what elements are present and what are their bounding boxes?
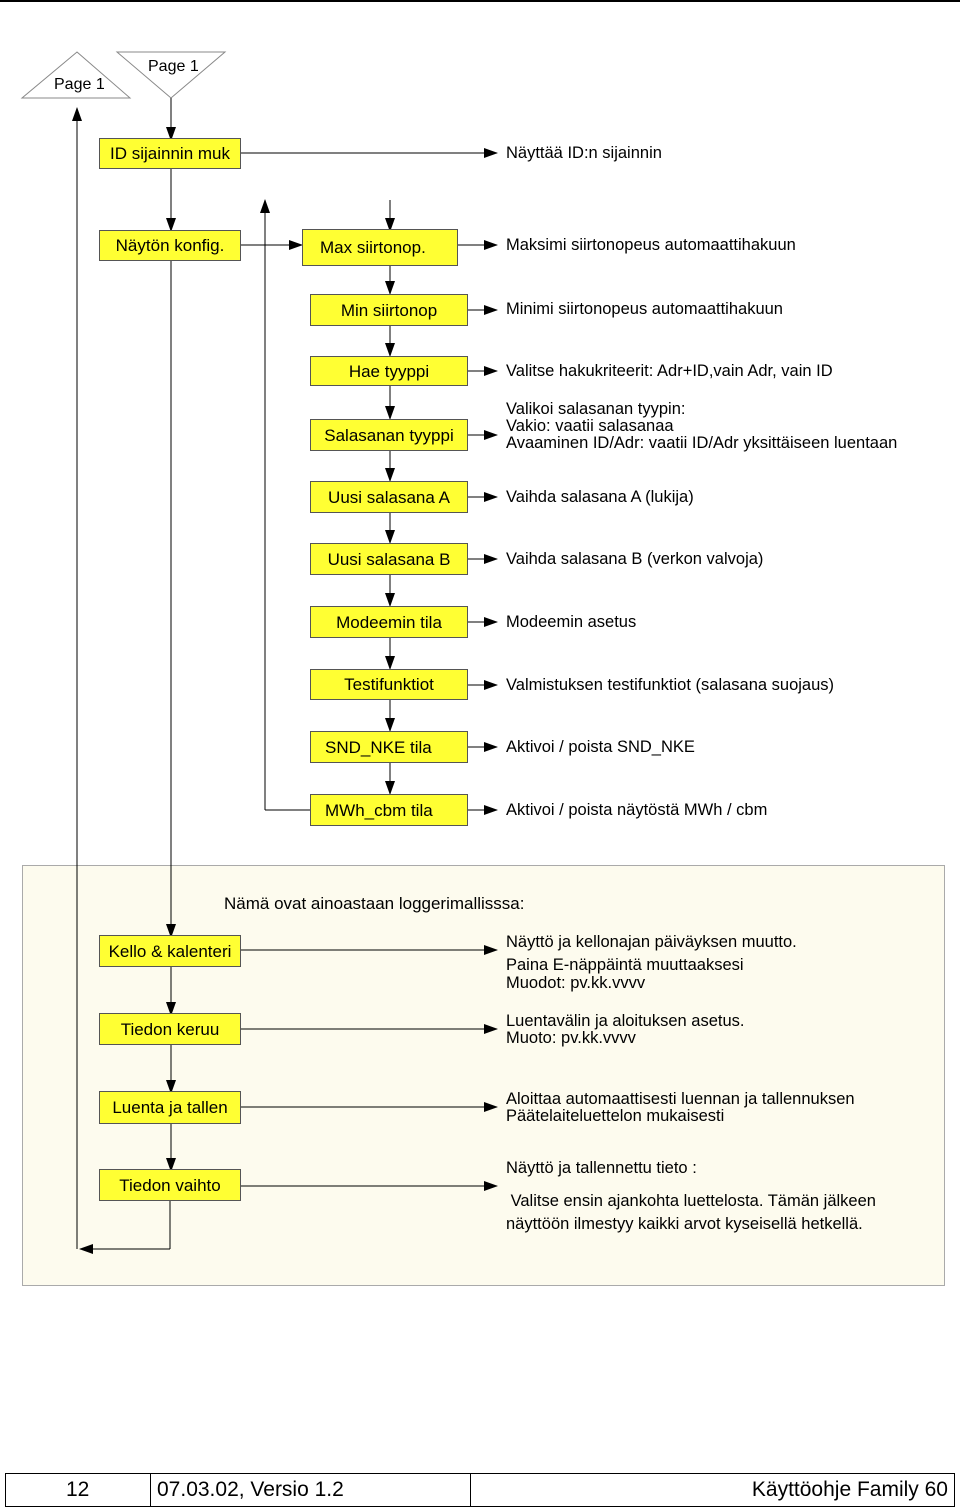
desc-kello-kalenteri-line1: Näyttö ja kellonajan päiväyksen muutto.: [506, 933, 797, 951]
page-ref-right-label: Page 1: [148, 58, 199, 75]
desc-luenta-tallen-line2: Päätelaiteluettelon mukaisesti: [506, 1107, 725, 1125]
menu-box-modeemin-tila: Modeemin tila: [310, 606, 468, 638]
desc-tiedon-keruu-line1: Luentavälin ja aloituksen asetus.: [506, 1012, 745, 1030]
footer-manual-title: Käyttöohje Family 60: [751, 1478, 948, 1501]
menu-box-naytin-konfig: Näytön konfig.: [99, 230, 241, 261]
desc-hae-tyyppi: Valitse hakukriteerit: Adr+ID,vain Adr, vain ID: [506, 362, 833, 380]
menu-box-tiedon-keruu: Tiedon keruu: [99, 1013, 241, 1045]
desc-tiedon-keruu-line2: Muoto: pv.kk.vvvv: [506, 1029, 636, 1047]
menu-box-luenta-tallen: Luenta ja tallen: [99, 1091, 241, 1124]
desc-modeemin-tila: Modeemin asetus: [506, 613, 637, 631]
desc-min-siirtonop: Minimi siirtonopeus automaattihakuun: [506, 300, 783, 318]
menu-box-kello-kalenteri: Kello & kalenteri: [99, 935, 241, 967]
menu-box-hae-tyyppi: Hae tyyppi: [310, 356, 468, 386]
desc-salasanan-tyyppi-line1: Valikoi salasanan tyypin:: [506, 400, 686, 418]
desc-snd-nke-tila: Aktivoi / poista SND_NKE: [506, 738, 695, 756]
menu-box-uusi-salasana-a: Uusi salasana A: [310, 481, 468, 513]
footer-page-number: 12: [6, 1474, 151, 1506]
desc-uusi-salasana-b: Vaihda salasana B (verkon valvoja): [506, 550, 764, 568]
desc-luenta-tallen-line1: Aloittaa automaattisesti luennan ja tallennuksen: [506, 1090, 855, 1108]
menu-box-testifunktiot: Testifunktiot: [310, 669, 468, 700]
desc-tiedon-vaihto-line3: näyttöön ilmestyy kaikki arvot kyseisellä hetkellä.: [506, 1215, 863, 1233]
menu-box-salasanan-tyyppi: Salasanan tyyppi: [310, 419, 468, 451]
menu-box-max-siirtonop: Max siirtonop.: [302, 229, 458, 266]
desc-mwh-cbm-tila: Aktivoi / poista näytöstä MWh / cbm: [506, 801, 768, 819]
desc-tiedon-vaihto-line2: Valitse ensin ajankohta luettelosta. Tämän jälkeen: [506, 1192, 876, 1210]
menu-box-snd-nke-tila: SND_NKE tila: [310, 731, 468, 763]
menu-box-mwh-cbm-tila: MWh_cbm tila: [310, 794, 468, 826]
footer-date-version: 07.03.02, Versio 1.2: [151, 1474, 471, 1506]
menu-box-uusi-salasana-b: Uusi salasana B: [310, 543, 468, 575]
page-ref-left-label: Page 1: [54, 76, 105, 93]
desc-salasanan-tyyppi-line2: Vakio: vaatii salasanaa: [506, 417, 674, 435]
menu-box-min-siirtonop: Min siirtonop: [310, 294, 468, 326]
desc-tiedon-vaihto-line1: Näyttö ja tallennettu tieto :: [506, 1159, 697, 1177]
page-footer: [5, 1473, 955, 1507]
desc-testifunktiot: Valmistuksen testifunktiot (salasana suojaus): [506, 676, 835, 694]
menu-box-id-sijainnin: ID sijainnin muk: [99, 138, 241, 169]
logger-section-note: Nämä ovat ainoastaan loggerimallisssa:: [224, 894, 525, 913]
desc-kello-kalenteri-line3: Muodot: pv.kk.vvvv: [506, 974, 646, 992]
menu-box-tiedon-vaihto: Tiedon vaihto: [99, 1169, 241, 1201]
desc-salasanan-tyyppi-line3: Avaaminen ID/Adr: vaatii ID/Adr yksittäiseen luentaan: [506, 434, 898, 452]
desc-uusi-salasana-a: Vaihda salasana A (lukija): [506, 488, 694, 506]
desc-kello-kalenteri-line2: Paina E-näppäintä muuttaaksesi: [506, 956, 744, 974]
desc-id-sijainnin: Näyttää ID:n sijainnin: [506, 144, 662, 162]
desc-max-siirtonop: Maksimi siirtonopeus automaattihakuun: [506, 236, 796, 254]
